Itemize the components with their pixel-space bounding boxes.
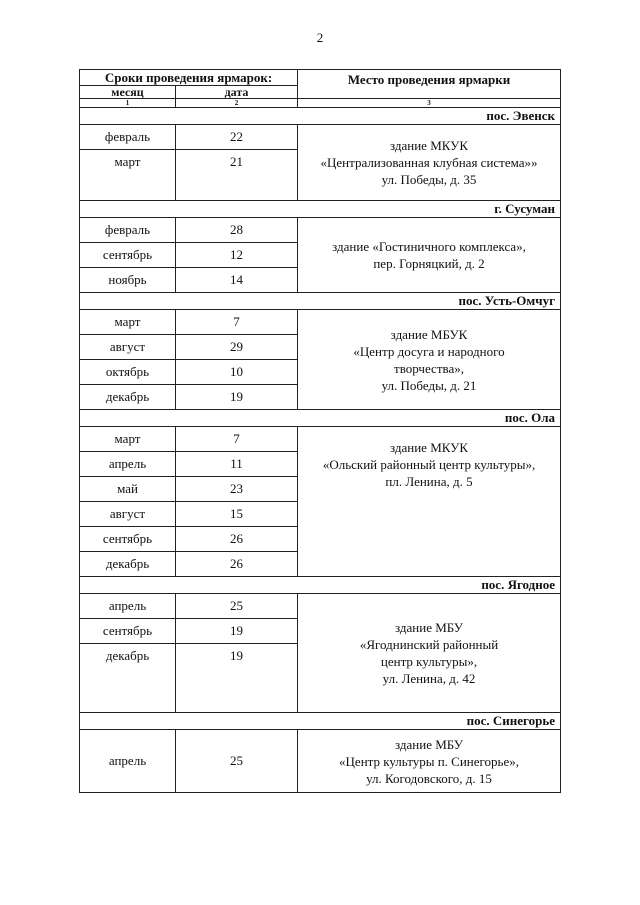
column-number: 1 <box>80 99 176 108</box>
month-cell: март <box>80 310 176 335</box>
date-cell: 7 <box>176 310 298 335</box>
date-cell: 19 <box>176 644 298 669</box>
date-cell: 7 <box>176 427 298 452</box>
date-cell: 26 <box>176 527 298 552</box>
date-cell: 25 <box>176 594 298 619</box>
date-cell: 19 <box>176 619 298 644</box>
month-cell: март <box>80 427 176 452</box>
venue-line: «Центр культуры п. Синегорье», <box>339 753 519 769</box>
venue-cell <box>298 427 561 577</box>
venue-line: «Ольский районный центр культуры», <box>322 457 536 472</box>
location-heading: пос. Эвенск <box>80 108 561 125</box>
date-cell: 10 <box>176 360 298 385</box>
venue-cell <box>298 310 561 410</box>
venue-line: здание МКУК <box>389 138 469 153</box>
date-cell: 28 <box>176 218 298 243</box>
venue-line: здание МБУК <box>390 326 468 342</box>
month-cell: февраль <box>80 125 176 150</box>
venue-line: здание МБУ <box>395 620 464 635</box>
venue-line: творчества», <box>394 360 464 376</box>
location-heading: пос. Ола <box>80 410 561 427</box>
column-number: 2 <box>176 99 298 108</box>
month-cell: сентябрь <box>80 527 176 552</box>
date-cell: 12 <box>176 243 298 268</box>
date-cell: 11 <box>176 452 298 477</box>
venue-cell <box>298 218 561 293</box>
venue-line: здание «Гостиничного комплекса», <box>332 239 526 254</box>
fair-schedule-table <box>79 69 561 793</box>
venue-cell <box>298 594 561 713</box>
header-terms: Сроки проведения ярмарок: <box>80 70 298 86</box>
date-cell: 29 <box>176 335 298 360</box>
date-cell: 23 <box>176 477 298 502</box>
venue-line: центр культуры», <box>380 654 478 669</box>
header-place: Место проведения ярмарки <box>298 70 561 99</box>
location-heading: г. Сусуман <box>80 201 561 218</box>
month-cell: декабрь <box>80 385 176 410</box>
venue-line: ул. Когодовского, д. 15 <box>366 770 492 786</box>
venue-line: пл. Ленина, д. 5 <box>385 474 473 489</box>
month-cell: август <box>80 502 176 527</box>
date-cell: 26 <box>176 552 298 577</box>
month-cell: ноябрь <box>80 268 176 293</box>
month-cell: октябрь <box>80 360 176 385</box>
empty-cell <box>80 668 176 713</box>
venue-cell <box>298 730 561 793</box>
month-cell: март <box>80 150 176 175</box>
date-cell: 21 <box>176 150 298 175</box>
month-cell: сентябрь <box>80 619 176 644</box>
month-cell: апрель <box>80 452 176 477</box>
month-cell: декабрь <box>80 552 176 577</box>
empty-cell <box>80 174 176 201</box>
month-cell: сентябрь <box>80 243 176 268</box>
venue-line: ул. Победы, д. 21 <box>381 377 477 393</box>
month-cell: август <box>80 335 176 360</box>
month-cell: май <box>80 477 176 502</box>
location-heading: пос. Синегорье <box>80 713 561 730</box>
venue-line: здание МКУК <box>389 440 469 455</box>
header-date: дата <box>176 86 298 99</box>
month-cell: февраль <box>80 218 176 243</box>
venue-line: здание МБУ <box>395 736 464 752</box>
column-number: 3 <box>298 99 561 108</box>
date-cell: 15 <box>176 502 298 527</box>
venue-cell <box>298 125 561 201</box>
month-cell: апрель <box>80 594 176 619</box>
venue-line: ул. Победы, д. 35 <box>381 172 477 187</box>
location-heading: пос. Усть-Омчуг <box>80 293 561 310</box>
location-heading: пос. Ягодное <box>80 577 561 594</box>
empty-cell <box>176 174 298 201</box>
venue-line: пер. Горняцкий, д. 2 <box>373 256 485 271</box>
header-month: месяц <box>80 86 176 99</box>
venue-line: «Центр досуга и народного <box>353 343 505 359</box>
venue-line: ул. Ленина, д. 42 <box>382 671 476 686</box>
date-cell: 25 <box>176 730 298 793</box>
empty-cell <box>176 668 298 713</box>
venue-line: «Ягоднинский районный <box>359 637 499 652</box>
page-number: 2 <box>316 30 324 45</box>
month-cell: апрель <box>80 730 176 793</box>
date-cell: 14 <box>176 268 298 293</box>
month-cell: декабрь <box>80 644 176 669</box>
date-cell: 22 <box>176 125 298 150</box>
date-cell: 19 <box>176 385 298 410</box>
venue-line: «Централизованная клубная система»» <box>320 155 538 170</box>
